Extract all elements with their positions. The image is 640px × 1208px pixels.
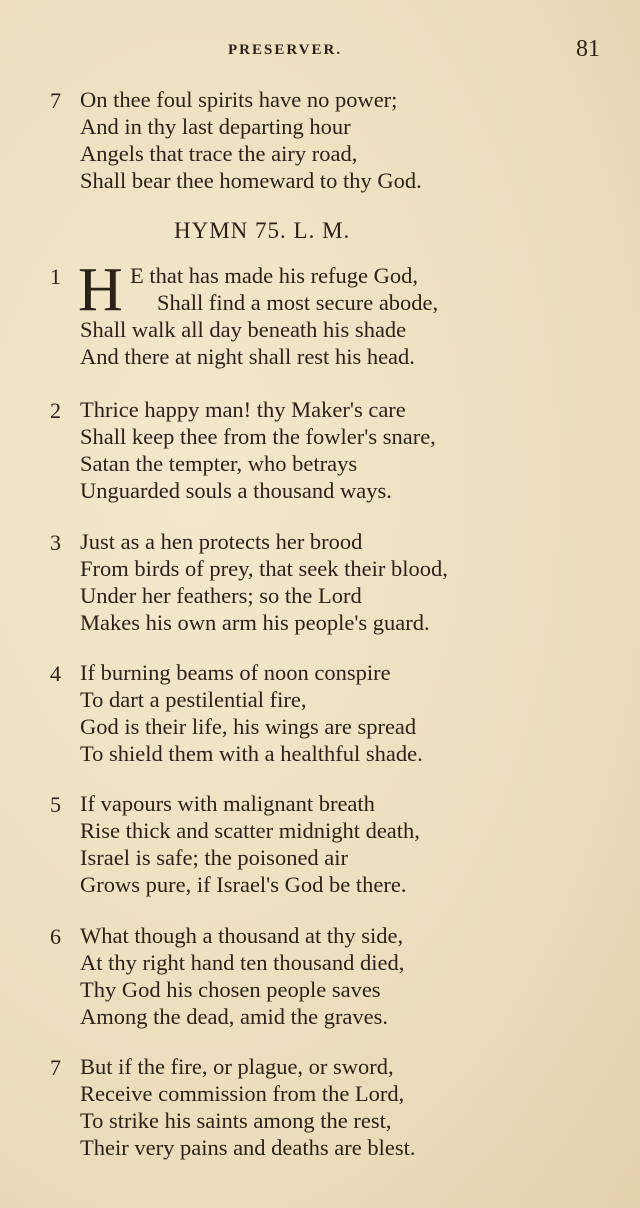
page-header [0,36,640,66]
page-number: 81 [576,36,600,62]
stanza-number: 5 [50,792,61,817]
verse-line: E that has made his refuge God, [130,263,419,288]
stanza-number: 7 [50,1055,61,1080]
verse-line: But if the fire, or plague, or sword, [80,1054,394,1079]
verse-line: To strike his saints among the rest, [80,1108,392,1133]
verse-line: And there at night shall rest his head. [80,344,415,369]
verse-line: To shield them with a healthful shade. [80,741,423,766]
verse-line: God is their life, his wings are spread [80,714,417,739]
verse-line: And in thy last departing hour [80,114,351,139]
verse-line: If vapours with malignant breath [80,791,375,816]
verse-line: Unguarded souls a thousand ways. [80,478,392,503]
verse-line: Among the dead, amid the graves. [80,1004,389,1029]
stanza-number: 2 [50,398,61,423]
verse-line: To dart a pestilential fire, [80,687,307,712]
verse-line: At thy right hand ten thousand died, [80,950,405,975]
verse-line: Angels that trace the airy road, [80,141,358,166]
verse-line: Israel is safe; the poisoned air [80,845,349,870]
verse-line: Thy God his chosen people saves [80,977,381,1002]
verse-line: Thrice happy man! thy Maker's care [80,397,406,422]
drop-cap: H [78,256,123,324]
stanza-number: 1 [50,264,61,289]
verse-line: Satan the tempter, who betrays [80,451,358,476]
verse-line: Rise thick and scatter midnight death, [80,818,420,843]
verse-line: Receive commission from the Lord, [80,1081,405,1106]
verse-line: Under her feathers; so the Lord [80,583,362,608]
stanza-number: 3 [50,530,61,555]
verse-line: Grows pure, if Israel's God be there. [80,872,407,897]
verse-line: What though a thousand at thy side, [80,923,404,948]
verse-line: Just as a hen protects her brood [80,529,363,554]
verse-line: Shall bear thee homeward to thy God. [80,168,422,193]
stanza-number: 7 [50,88,61,113]
verse-line: Shall walk all day beneath his shade [80,317,407,342]
running-head: PRESERVER. [228,42,343,58]
verse-line: On thee foul spirits have no power; [80,87,398,112]
verse-line: If burning beams of noon conspire [80,660,391,685]
verse-line: Shall keep thee from the fowler's snare, [80,424,436,449]
hymn-title: HYMN 75. L. M. [174,218,351,243]
verse-line: Makes his own arm his people's guard. [80,610,430,635]
verse-line: Their very pains and deaths are blest. [80,1135,416,1160]
stanza-number: 6 [50,924,61,949]
verse-line: From birds of prey, that seek their blood, [80,556,448,581]
verse-line: Shall find a most secure abode, [157,290,439,315]
stanza-number: 4 [50,661,61,686]
